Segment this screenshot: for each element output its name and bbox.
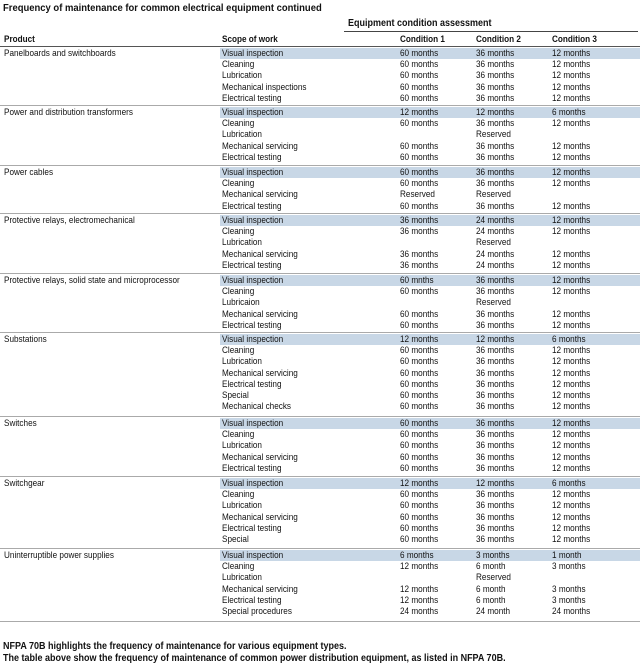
group-header-rule xyxy=(344,31,638,32)
product-group xyxy=(0,477,640,549)
scope-cell: Lubrication xyxy=(222,356,262,368)
scope-cell: Electrical testing xyxy=(222,151,282,163)
condition-2-cell: 24 months xyxy=(476,248,515,260)
table-column-header xyxy=(0,33,640,47)
condition-1-cell: 60 months xyxy=(400,511,439,523)
condition-2-cell: 36 months xyxy=(476,462,515,474)
caption-line-1: NFPA 70B highlights the frequency of maintenance for various equipment types. xyxy=(3,641,347,652)
condition-1-cell: 60 months xyxy=(400,286,439,298)
scope-cell: Electrical testing xyxy=(222,522,282,534)
condition-1-cell: 60 months xyxy=(400,522,439,534)
condition-3-cell: 12 months xyxy=(552,248,591,260)
table-row xyxy=(0,401,640,412)
condition-2-cell: 36 months xyxy=(476,367,515,379)
condition-1-cell: 60 months xyxy=(400,319,439,331)
condition-1-cell: 36 months xyxy=(400,248,439,260)
product-name: Uninterruptible power supplies xyxy=(4,550,114,561)
table-row xyxy=(0,500,640,511)
condition-2-cell: 36 months xyxy=(476,489,515,501)
table-row xyxy=(0,512,640,523)
condition-2-cell: 24 month xyxy=(476,606,511,617)
scope-cell: Mechanical servicing xyxy=(222,583,298,595)
scope-cell: Cleaning xyxy=(222,59,255,71)
condition-1-cell: 60 months xyxy=(400,418,439,429)
scope-cell: Mechanical servicing xyxy=(222,308,298,320)
scope-cell: Electrical testing xyxy=(222,92,282,104)
scope-cell: Cleaning xyxy=(222,118,255,130)
condition-2-cell: 36 months xyxy=(476,500,515,512)
product-group xyxy=(0,106,640,166)
column-header-scope: Scope of work xyxy=(222,34,278,45)
product-name: Substations xyxy=(4,334,47,345)
scope-cell: Mechanical servicing xyxy=(222,248,298,260)
table-row xyxy=(0,260,640,271)
condition-1-cell: 60 months xyxy=(400,151,439,163)
scope-cell: Electrical testing xyxy=(222,378,282,390)
condition-1-cell: 60 months xyxy=(400,118,439,130)
condition-3-cell: 12 months xyxy=(552,429,591,441)
condition-3-cell: 12 months xyxy=(552,511,591,523)
table-row xyxy=(0,107,640,118)
table-row xyxy=(0,550,640,561)
column-header-product: Product xyxy=(4,34,35,45)
condition-2-cell: 36 months xyxy=(476,48,515,59)
table-row xyxy=(0,345,640,356)
scope-cell: Electrical testing xyxy=(222,259,282,271)
table-row xyxy=(0,178,640,189)
table-row xyxy=(0,93,640,104)
scope-cell: Mechanical servicing xyxy=(222,189,298,201)
condition-1-cell: 60 months xyxy=(400,451,439,463)
condition-3-cell: 12 months xyxy=(552,259,591,271)
condition-3-cell: 12 months xyxy=(552,522,591,534)
column-header-condition-1: Condition 1 xyxy=(400,34,445,45)
scope-cell: Mechanical servicing xyxy=(222,140,298,152)
scope-cell: Visual inspection xyxy=(222,275,284,286)
condition-2-cell: 6 month xyxy=(476,561,506,573)
table-title: Frequency of maintenance for common electrical equipment continued xyxy=(3,2,322,14)
scope-cell: Mechanical inspections xyxy=(222,81,307,93)
condition-1-cell: 60 months xyxy=(400,462,439,474)
scope-cell: Visual inspection xyxy=(222,418,284,429)
table-row xyxy=(0,452,640,463)
table-row xyxy=(0,118,640,129)
condition-3-cell: 12 months xyxy=(552,151,591,163)
table-row xyxy=(0,356,640,367)
condition-1-cell: 60 months xyxy=(400,59,439,71)
scope-cell: Visual inspection xyxy=(222,334,284,345)
product-group xyxy=(0,47,640,106)
scope-cell: Cleaning xyxy=(222,286,255,298)
table-row xyxy=(0,463,640,474)
table-row xyxy=(0,237,640,248)
scope-cell: Mechanical servicing xyxy=(222,367,298,379)
table-row xyxy=(0,561,640,572)
condition-1-cell: 60 months xyxy=(400,81,439,93)
table-row xyxy=(0,429,640,440)
condition-1-cell: 12 months xyxy=(400,561,439,573)
condition-1-cell: 60 months xyxy=(400,401,439,413)
condition-3-cell: 12 months xyxy=(552,418,591,429)
condition-1-cell: 60 months xyxy=(400,534,439,545)
scope-cell: Visual inspection xyxy=(222,478,284,489)
product-name: Switches xyxy=(4,418,37,429)
scope-cell: Mechanical checks xyxy=(222,401,292,413)
condition-3-cell: 12 months xyxy=(552,500,591,512)
column-header-condition-3: Condition 3 xyxy=(552,34,597,45)
condition-1-cell: 60 months xyxy=(400,345,439,357)
condition-1-cell: 12 months xyxy=(400,583,439,595)
condition-3-cell: 12 months xyxy=(552,118,591,130)
condition-1-cell: 12 months xyxy=(400,478,439,489)
condition-3-cell: 12 months xyxy=(552,378,591,390)
condition-2-cell: 36 months xyxy=(476,440,515,452)
condition-1-cell: 60 months xyxy=(400,378,439,390)
condition-3-cell: 6 months xyxy=(552,478,586,489)
scope-cell: Special xyxy=(222,534,249,545)
scope-cell: Cleaning xyxy=(222,561,255,573)
condition-1-cell: 60 months xyxy=(400,429,439,441)
table-row xyxy=(0,534,640,545)
table-row xyxy=(0,48,640,59)
table-row xyxy=(0,286,640,297)
condition-1-cell: 60 months xyxy=(400,70,439,82)
condition-1-cell: 60 months xyxy=(400,390,439,401)
condition-2-cell: Reserved xyxy=(476,572,511,584)
table-row xyxy=(0,275,640,286)
table-row xyxy=(0,320,640,331)
table-row xyxy=(0,189,640,200)
condition-2-cell: 36 months xyxy=(476,286,515,298)
condition-2-cell: 36 months xyxy=(476,308,515,320)
table-row xyxy=(0,368,640,379)
table-body xyxy=(0,47,640,622)
condition-3-cell: 24 months xyxy=(552,606,591,617)
condition-3-cell: 12 months xyxy=(552,319,591,331)
condition-1-cell: 36 months xyxy=(400,215,439,226)
product-group xyxy=(0,274,640,333)
table-row xyxy=(0,215,640,226)
table-row xyxy=(0,82,640,93)
condition-1-cell: 60 months xyxy=(400,178,439,190)
condition-2-cell: 24 months xyxy=(476,259,515,271)
condition-2-cell: 36 months xyxy=(476,319,515,331)
scope-cell: Visual inspection xyxy=(222,107,284,118)
table-row xyxy=(0,70,640,81)
condition-2-cell: 6 month xyxy=(476,594,506,606)
scope-cell: Electrical testing xyxy=(222,319,282,331)
condition-2-cell: 3 months xyxy=(476,550,510,561)
condition-3-cell: 6 months xyxy=(552,107,586,118)
table-row xyxy=(0,59,640,70)
condition-1-cell: 60 months xyxy=(400,48,439,59)
scope-cell: Cleaning xyxy=(222,226,255,238)
condition-2-cell: 36 months xyxy=(476,451,515,463)
condition-3-cell: 12 months xyxy=(552,401,591,413)
condition-3-cell: 12 months xyxy=(552,59,591,71)
table-row xyxy=(0,478,640,489)
condition-3-cell: 12 months xyxy=(552,451,591,463)
condition-1-cell: 36 months xyxy=(400,226,439,238)
condition-2-cell: 36 months xyxy=(476,59,515,71)
condition-1-cell: 60 months xyxy=(400,367,439,379)
condition-2-cell: 36 months xyxy=(476,522,515,534)
table-row xyxy=(0,418,640,429)
condition-2-cell: Reserved xyxy=(476,129,511,141)
condition-2-cell: Reserved xyxy=(476,189,511,201)
condition-3-cell: 12 months xyxy=(552,286,591,298)
condition-3-cell: 12 months xyxy=(552,489,591,501)
equipment-condition-label: Equipment condition assessment xyxy=(348,18,492,29)
condition-1-cell: 60 months xyxy=(400,140,439,152)
condition-2-cell: 12 months xyxy=(476,334,515,345)
table-row xyxy=(0,584,640,595)
scope-cell: Lubricaion xyxy=(222,297,260,309)
condition-1-cell: 24 months xyxy=(400,606,439,617)
scope-cell: Electrical testing xyxy=(222,200,282,212)
condition-2-cell: 36 months xyxy=(476,70,515,82)
condition-2-cell: 36 months xyxy=(476,151,515,163)
condition-3-cell: 3 months xyxy=(552,594,586,606)
condition-1-cell: 60 months xyxy=(400,167,439,178)
condition-2-cell: 36 months xyxy=(476,140,515,152)
condition-3-cell: 12 months xyxy=(552,226,591,238)
condition-1-cell: 60 months xyxy=(400,92,439,104)
table-group-header xyxy=(0,16,640,33)
condition-3-cell: 1 month xyxy=(552,550,582,561)
table-row xyxy=(0,440,640,451)
scope-cell: Electrical testing xyxy=(222,594,282,606)
scope-cell: Visual inspection xyxy=(222,48,284,59)
condition-3-cell: 12 months xyxy=(552,178,591,190)
condition-3-cell: 12 months xyxy=(552,167,591,178)
condition-1-cell: 60 months xyxy=(400,489,439,501)
condition-2-cell: 36 months xyxy=(476,345,515,357)
condition-2-cell: 36 months xyxy=(476,275,515,286)
condition-2-cell: 36 months xyxy=(476,200,515,212)
product-group xyxy=(0,417,640,477)
condition-3-cell: 12 months xyxy=(552,275,591,286)
scope-cell: Cleaning xyxy=(222,345,255,357)
scope-cell: Lubrication xyxy=(222,440,262,452)
condition-2-cell: 36 months xyxy=(476,390,515,401)
condition-3-cell: 12 months xyxy=(552,440,591,452)
condition-1-cell: Reserved xyxy=(400,189,435,201)
table-row xyxy=(0,141,640,152)
condition-2-cell: 24 months xyxy=(476,215,515,226)
condition-1-cell: 12 months xyxy=(400,334,439,345)
condition-2-cell: 36 months xyxy=(476,178,515,190)
table-row xyxy=(0,152,640,163)
scope-cell: Visual inspection xyxy=(222,167,284,178)
condition-3-cell: 12 months xyxy=(552,390,591,401)
condition-3-cell: 12 months xyxy=(552,308,591,320)
condition-3-cell: 12 months xyxy=(552,345,591,357)
scope-cell: Lubrication xyxy=(222,237,262,249)
condition-1-cell: 60 months xyxy=(400,356,439,368)
condition-3-cell: 12 months xyxy=(552,462,591,474)
condition-2-cell: Reserved xyxy=(476,237,511,249)
table-row xyxy=(0,129,640,140)
condition-3-cell: 12 months xyxy=(552,140,591,152)
condition-1-cell: 60 months xyxy=(400,440,439,452)
scope-cell: Cleaning xyxy=(222,489,255,501)
table-row xyxy=(0,595,640,606)
condition-3-cell: 12 months xyxy=(552,215,591,226)
product-name: Power and distribution transformers xyxy=(4,107,133,118)
condition-2-cell: 12 months xyxy=(476,478,515,489)
scope-cell: Mechanical servicing xyxy=(222,451,298,463)
condition-2-cell: 36 months xyxy=(476,418,515,429)
scope-cell: Cleaning xyxy=(222,429,255,441)
scope-cell: Lubrication xyxy=(222,70,262,82)
table-row xyxy=(0,572,640,583)
condition-3-cell: 12 months xyxy=(552,48,591,59)
table-row xyxy=(0,489,640,500)
condition-2-cell: 24 months xyxy=(476,226,515,238)
condition-2-cell: 36 months xyxy=(476,92,515,104)
table-row xyxy=(0,523,640,534)
caption-line-2: The table above show the frequency of maintenance of common power distribution equipment, as listed in NFPA 70B. xyxy=(3,653,506,664)
scope-cell: Lubrication xyxy=(222,500,262,512)
condition-3-cell: 12 months xyxy=(552,534,591,545)
table-row xyxy=(0,297,640,308)
scope-cell: Lubrication xyxy=(222,129,262,141)
condition-3-cell: 12 months xyxy=(552,70,591,82)
condition-1-cell: 6 months xyxy=(400,550,434,561)
condition-3-cell: 12 months xyxy=(552,200,591,212)
condition-2-cell: 36 months xyxy=(476,534,515,545)
table-row xyxy=(0,226,640,237)
condition-1-cell: 60 months xyxy=(400,500,439,512)
table-row xyxy=(0,334,640,345)
condition-2-cell: 36 months xyxy=(476,356,515,368)
scope-cell: Visual inspection xyxy=(222,550,284,561)
condition-1-cell: 36 months xyxy=(400,259,439,271)
product-name: Protective relays, electromechanical xyxy=(4,215,135,226)
condition-1-cell: 60 months xyxy=(400,308,439,320)
condition-3-cell: 12 months xyxy=(552,81,591,93)
condition-1-cell: 60 mnths xyxy=(400,275,434,286)
condition-2-cell: 36 months xyxy=(476,81,515,93)
condition-2-cell: 36 months xyxy=(476,429,515,441)
product-name: Power cables xyxy=(4,167,54,178)
condition-2-cell: 36 months xyxy=(476,401,515,413)
table-row xyxy=(0,390,640,401)
condition-3-cell: 3 months xyxy=(552,561,586,573)
condition-3-cell: 6 months xyxy=(552,334,586,345)
condition-2-cell: Reserved xyxy=(476,297,511,309)
product-group xyxy=(0,549,640,622)
condition-1-cell: 12 months xyxy=(400,107,439,118)
condition-2-cell: 12 months xyxy=(476,107,515,118)
column-header-condition-2: Condition 2 xyxy=(476,34,521,45)
product-name: Protective relays, solid state and microprocessor xyxy=(4,275,180,286)
scope-cell: Lubrication xyxy=(222,572,262,584)
table-row xyxy=(0,249,640,260)
condition-3-cell: 12 months xyxy=(552,92,591,104)
product-name: Panelboards and switchboards xyxy=(4,48,116,59)
condition-2-cell: 36 months xyxy=(476,167,515,178)
table-row xyxy=(0,379,640,390)
product-group xyxy=(0,214,640,274)
table-row xyxy=(0,309,640,320)
condition-2-cell: 36 months xyxy=(476,378,515,390)
condition-1-cell: 12 months xyxy=(400,594,439,606)
condition-2-cell: 36 months xyxy=(476,511,515,523)
table-row xyxy=(0,606,640,617)
scope-cell: Special xyxy=(222,390,249,401)
condition-3-cell: 12 months xyxy=(552,356,591,368)
scope-cell: Special procedures xyxy=(222,606,292,617)
table-row xyxy=(0,167,640,178)
scope-cell: Mechanical servicing xyxy=(222,511,298,523)
scope-cell: Visual inspection xyxy=(222,215,284,226)
condition-2-cell: 6 month xyxy=(476,583,506,595)
condition-3-cell: 12 months xyxy=(552,367,591,379)
table-row xyxy=(0,201,640,212)
product-group xyxy=(0,333,640,417)
scope-cell: Electrical testing xyxy=(222,462,282,474)
condition-1-cell: 60 months xyxy=(400,200,439,212)
maintenance-table xyxy=(0,16,640,622)
condition-2-cell: 36 months xyxy=(476,118,515,130)
product-name: Switchgear xyxy=(4,478,45,489)
condition-3-cell: 3 months xyxy=(552,583,586,595)
product-group xyxy=(0,166,640,214)
scope-cell: Cleaning xyxy=(222,178,255,190)
